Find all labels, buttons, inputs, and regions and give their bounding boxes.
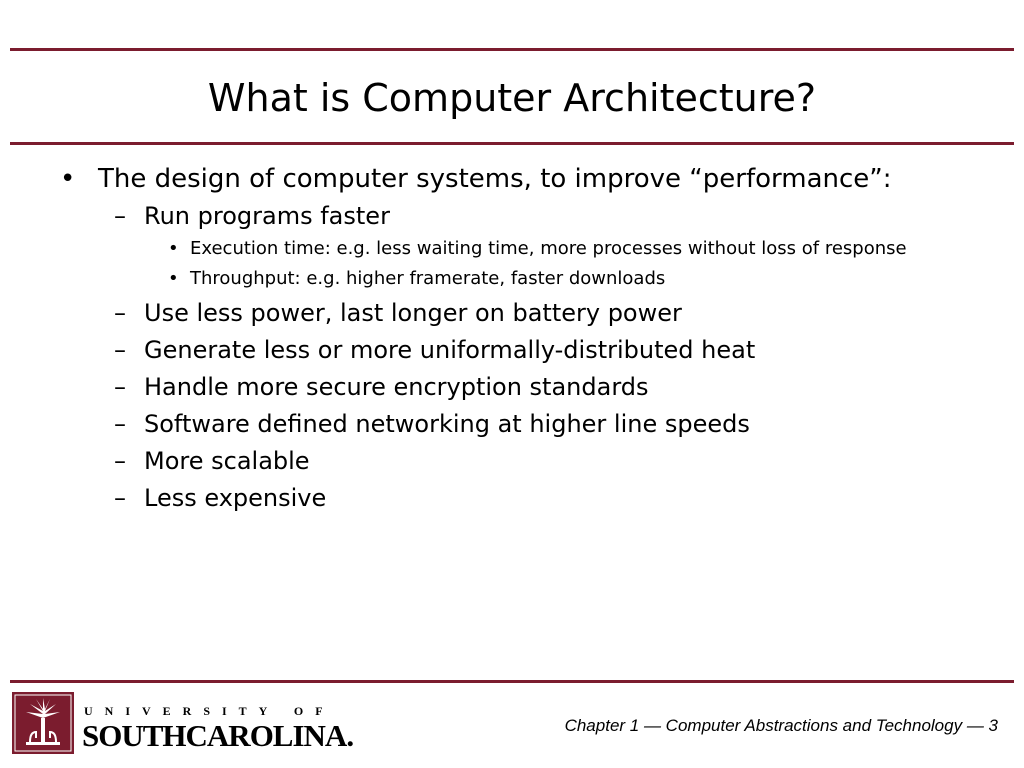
title-underline [10,142,1014,145]
sub-bullet-text: Handle more secure encryption standards [144,373,649,401]
sub-bullet-text: Use less power, last longer on battery power [144,299,682,327]
dash-marker: – [114,299,126,327]
sub-bullet-text: Run programs faster [144,202,390,230]
dash-marker: – [114,447,126,475]
bullet-marker: • [60,164,76,194]
sub-bullet-text: Software defined networking at higher line speeds [144,410,750,438]
dash-marker: – [114,484,126,512]
south-carolina-wordmark: SOUTHCAROLINA. [82,718,354,753]
dash-marker: – [114,410,126,438]
sub-bullet-item [60,408,980,440]
sub-sub-bullet-item [60,267,980,291]
palmetto-tree-icon [12,692,74,754]
bullet-text: The design of computer systems, to improve “performance”: [98,164,892,194]
bullet-marker: • [168,238,179,259]
sub-bullet-item [60,334,980,366]
dash-marker: – [114,202,126,230]
university-of-wordmark: UNIVERSITY OF [84,704,335,718]
sub-sub-bullet-item [60,237,980,261]
sub-bullet-item [60,482,980,514]
sub-bullet-item [60,297,980,329]
sub-sub-bullet-text: Execution time: e.g. less waiting time, more processes without loss of response [190,238,907,259]
sub-bullet-item [60,445,980,477]
sub-bullet-item [60,200,980,232]
dash-marker: – [114,373,126,401]
sub-bullet-text: Generate less or more uniformally-distributed heat [144,336,756,364]
top-divider [10,48,1014,51]
bullet-list [60,162,980,519]
sub-sub-bullet-text: Throughput: e.g. higher framerate, faster downloads [190,268,666,289]
footer-divider [10,680,1014,683]
bullet-marker: • [168,268,179,289]
dash-marker: – [114,336,126,364]
slide-title: What is Computer Architecture? [207,76,817,120]
sub-bullet-text: Less expensive [144,484,327,512]
sub-bullet-item [60,371,980,403]
sub-bullet-text: More scalable [144,447,310,475]
footer-caption: Chapter 1 — Computer Abstractions and Technology — 3 [564,716,998,735]
bullet-item [60,162,980,196]
